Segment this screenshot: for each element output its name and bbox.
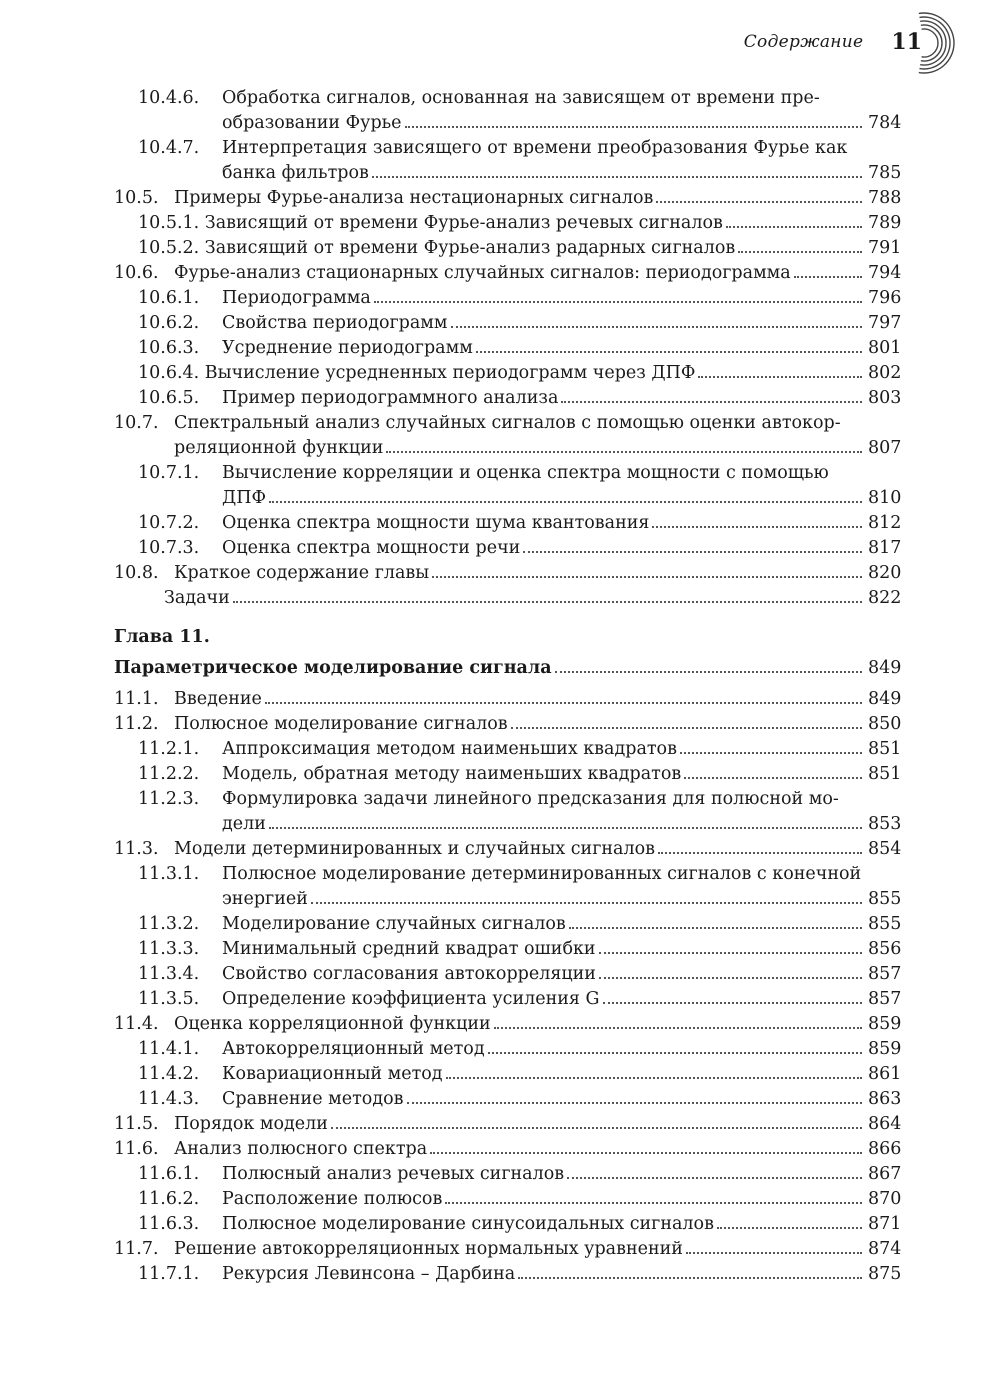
section-number: 11.3.5. xyxy=(138,989,200,1009)
section-title-block xyxy=(222,1212,900,1237)
section-title-block xyxy=(174,186,900,211)
toc-entry xyxy=(114,1237,900,1262)
section-title-text: реляционной функции xyxy=(174,438,384,458)
toc-entry xyxy=(114,1262,900,1287)
section-number: 11.7. xyxy=(114,1239,159,1259)
section-title-line xyxy=(222,962,900,987)
section-title-line xyxy=(222,161,900,186)
toc-entry xyxy=(114,511,900,536)
toc-entry xyxy=(114,912,900,937)
section-title-block xyxy=(174,561,900,586)
toc-entry xyxy=(114,311,900,336)
page-ref: 874 xyxy=(868,1239,902,1259)
section-title-text: Усреднение периодограмм xyxy=(222,338,473,358)
section-title-line xyxy=(174,837,900,862)
section-title-block xyxy=(174,837,900,862)
section-title-text: Сравнение методов xyxy=(222,1089,404,1109)
dot-leader xyxy=(686,1252,862,1254)
page-ref: 812 xyxy=(868,513,902,533)
section-title-line xyxy=(222,536,900,561)
page-ref: 851 xyxy=(868,764,902,784)
section-title-line xyxy=(222,862,900,887)
page-ref: 867 xyxy=(868,1164,902,1184)
section-number: 10.6.2. xyxy=(138,313,200,333)
section-title-text: Свойство согласования автокорреляции xyxy=(222,964,596,984)
section-title-text: Оценка спектра мощности речи xyxy=(222,538,521,558)
section-title-block xyxy=(222,787,900,837)
toc-entry xyxy=(114,762,900,787)
section-title-line xyxy=(222,887,900,912)
toc-entry xyxy=(114,962,900,987)
ring-arc xyxy=(919,13,954,73)
section-title-block xyxy=(174,1112,900,1137)
section-title-line xyxy=(222,286,900,311)
section-title-line xyxy=(222,1162,900,1187)
toc-entry xyxy=(114,1012,900,1037)
dot-leader xyxy=(269,501,862,503)
dot-leader xyxy=(684,777,862,779)
section-number: 11.3.2. xyxy=(138,914,200,934)
page-ref: 788 xyxy=(868,188,902,208)
section-title-text: 10.5.2. Зависящий от времени Фурье-анализ радарных сигналов xyxy=(138,238,736,258)
section-title-block xyxy=(222,1087,900,1112)
page-ref: 849 xyxy=(868,689,902,709)
section-title-text: ДПФ xyxy=(222,488,267,508)
section-title-line xyxy=(222,386,900,411)
section-number: 11.6. xyxy=(114,1139,159,1159)
section-number: 11.3. xyxy=(114,839,159,859)
dot-leader xyxy=(374,301,862,303)
section-title-text: Порядок модели xyxy=(174,1114,328,1134)
section-number: 11.6.3. xyxy=(138,1214,200,1234)
chapter-title: Параметрическое моделирование сигнала xyxy=(114,658,552,678)
section-number: 11.4. xyxy=(114,1014,159,1034)
page-header xyxy=(744,14,922,70)
section-title-block xyxy=(222,762,900,787)
page-ref: 855 xyxy=(868,914,902,934)
section-title-text: энергией xyxy=(222,889,308,909)
section-number: 10.5. xyxy=(114,188,159,208)
dot-leader xyxy=(311,902,862,904)
toc-entry xyxy=(114,787,900,837)
section-title-line xyxy=(174,436,900,461)
section-title-block xyxy=(174,687,900,712)
section-title-block xyxy=(222,737,900,762)
section-title-line xyxy=(138,211,900,236)
section-title-text: Аппроксимация методом наименьших квадратов xyxy=(222,739,677,759)
dot-leader xyxy=(567,1177,862,1179)
section-number: 11.2.3. xyxy=(138,789,200,809)
page-ref: 791 xyxy=(868,238,902,258)
section-title-line xyxy=(222,1087,900,1112)
section-title-line xyxy=(222,86,900,111)
section-title-text: Пример периодограммного анализа xyxy=(222,388,559,408)
section-number: 11.6.1. xyxy=(138,1164,200,1184)
section-title-block xyxy=(222,386,900,411)
dot-leader xyxy=(331,1127,862,1129)
chapter-title-line xyxy=(114,656,900,681)
section-title-line xyxy=(222,336,900,361)
dot-leader xyxy=(269,827,862,829)
section-title-text: 10.5.1. Зависящий от времени Фурье-анализ речевых сигналов xyxy=(138,213,723,233)
page-ref: 802 xyxy=(868,363,902,383)
section-number: 11.6.2. xyxy=(138,1189,200,1209)
section-number: 10.7.1. xyxy=(138,463,200,483)
page-ref: 875 xyxy=(868,1264,902,1284)
toc-entry xyxy=(114,1112,900,1137)
toc-entry xyxy=(114,536,900,561)
dot-leader xyxy=(717,1227,862,1229)
section-title-block xyxy=(222,987,900,1012)
section-number: 11.7.1. xyxy=(138,1264,200,1284)
section-number: 10.6.5. xyxy=(138,388,200,408)
toc-entry xyxy=(114,1162,900,1187)
toc-entry xyxy=(114,411,900,461)
section-title-block xyxy=(174,411,900,461)
dot-leader xyxy=(518,1277,862,1279)
dot-leader xyxy=(405,126,862,128)
section-title-line xyxy=(222,762,900,787)
section-title-line xyxy=(222,1262,900,1287)
section-title-line xyxy=(222,937,900,962)
section-title-text: Полюсное моделирование детерминированных сигналов с конечной xyxy=(222,864,862,884)
section-number: 11.1. xyxy=(114,689,159,709)
page-ref: 851 xyxy=(868,739,902,759)
page-ref: 849 xyxy=(868,658,902,678)
dot-leader xyxy=(599,977,862,979)
dot-leader xyxy=(555,671,862,673)
page-ref: 822 xyxy=(868,588,902,608)
dot-leader xyxy=(407,1102,863,1104)
page-ref: 866 xyxy=(868,1139,902,1159)
section-title-text: Расположение полюсов xyxy=(222,1189,443,1209)
page-ref: 784 xyxy=(868,113,902,133)
section-title-line xyxy=(222,461,900,486)
section-title-text: Минимальный средний квадрат ошибки xyxy=(222,939,596,959)
section-title-text: Примеры Фурье-анализа нестационарных сигналов xyxy=(174,188,654,208)
section-title-line xyxy=(222,486,900,511)
dot-leader xyxy=(738,251,862,253)
dot-leader xyxy=(386,451,862,453)
toc-entry xyxy=(114,1037,900,1062)
section-title-block xyxy=(174,1237,900,1262)
dot-leader xyxy=(599,952,862,954)
toc-entry xyxy=(114,86,900,136)
toc-entry xyxy=(114,987,900,1012)
toc-entry xyxy=(114,862,900,912)
section-number: 10.7. xyxy=(114,413,159,433)
section-title-text: Рекурсия Левинсона – Дарбина xyxy=(222,1264,516,1284)
toc-entry xyxy=(114,261,900,286)
toc-entry xyxy=(114,586,900,611)
section-title-text: Автокорреляционный метод xyxy=(222,1039,485,1059)
section-title-text: Введение xyxy=(174,689,262,709)
section-title-text: Полюсный анализ речевых сигналов xyxy=(222,1164,565,1184)
section-title-block xyxy=(222,1187,900,1212)
page-ref: 859 xyxy=(868,1039,902,1059)
section-title-text: Полюсное моделирование синусоидальных сигналов xyxy=(222,1214,714,1234)
section-title-block xyxy=(222,311,900,336)
section-title-line xyxy=(222,511,900,536)
page-ref: 797 xyxy=(868,313,902,333)
toc-entry xyxy=(114,286,900,311)
section-title-text: Модель, обратная методу наименьших квадратов xyxy=(222,764,682,784)
page-ref: 803 xyxy=(868,388,902,408)
page-ref: 817 xyxy=(868,538,902,558)
page-ref: 863 xyxy=(868,1089,902,1109)
section-title-text: Вычисление корреляции и оценка спектра мощности с помощью xyxy=(222,463,829,483)
toc-entry xyxy=(114,712,900,737)
section-title-line xyxy=(174,411,900,436)
section-number: 10.6.3. xyxy=(138,338,200,358)
section-number: 11.2. xyxy=(114,714,159,734)
section-title-text: Ковариационный метод xyxy=(222,1064,443,1084)
dot-leader xyxy=(603,1002,862,1004)
dot-leader xyxy=(569,927,862,929)
section-title-line xyxy=(222,1062,900,1087)
dot-leader xyxy=(698,376,862,378)
section-title-line xyxy=(222,136,900,161)
section-title-text: Моделирование случайных сигналов xyxy=(222,914,566,934)
section-number: 11.3.3. xyxy=(138,939,200,959)
section-title-line xyxy=(222,311,900,336)
dot-leader xyxy=(432,576,862,578)
section-title-block xyxy=(222,1037,900,1062)
section-title-text: Обработка сигналов, основанная на зависящем от времени пре- xyxy=(222,88,820,108)
section-title-block xyxy=(222,336,900,361)
dot-leader xyxy=(445,1202,862,1204)
page-ref: 859 xyxy=(868,1014,902,1034)
section-title-text: Периодограмма xyxy=(222,288,371,308)
section-number: 11.5. xyxy=(114,1114,159,1134)
section-title-line xyxy=(174,1137,900,1162)
section-number: 10.4.7. xyxy=(138,138,200,158)
section-title-line xyxy=(222,1037,900,1062)
section-title-block xyxy=(222,461,900,511)
toc-entry xyxy=(114,1212,900,1237)
section-title-line xyxy=(174,687,900,712)
toc-entry xyxy=(114,687,900,712)
chapter-label: Глава 11. xyxy=(114,627,210,647)
section-title-line xyxy=(222,1212,900,1237)
toc-entry xyxy=(114,937,900,962)
section-title-text: Спектральный анализ случайных сигналов с помощью оценки автокор- xyxy=(174,413,841,433)
dot-leader xyxy=(372,176,862,178)
section-title-block xyxy=(222,136,900,186)
page-ref: 785 xyxy=(868,163,902,183)
dot-leader xyxy=(476,351,862,353)
section-number: 10.7.2. xyxy=(138,513,200,533)
page-ref: 871 xyxy=(868,1214,902,1234)
section-title-block xyxy=(174,712,900,737)
section-title-line xyxy=(222,737,900,762)
section-title-text: Формулировка задачи линейного предсказания для полюсной мо- xyxy=(222,789,839,809)
section-title-line xyxy=(222,912,900,937)
section-number: 10.6. xyxy=(114,263,159,283)
section-title-line xyxy=(138,236,900,261)
section-title-line xyxy=(174,1112,900,1137)
section-title-block xyxy=(222,962,900,987)
section-title-line xyxy=(174,261,900,286)
section-number: 11.3.1. xyxy=(138,864,200,884)
section-title-block xyxy=(222,1062,900,1087)
section-title-text: Оценка корреляционной функции xyxy=(174,1014,491,1034)
toc-entry xyxy=(114,361,900,386)
section-number: 11.2.1. xyxy=(138,739,200,759)
section-title-block xyxy=(222,86,900,136)
section-title-text: Определение коэффициента усиления G xyxy=(222,989,600,1009)
toc-entry xyxy=(114,236,900,261)
section-title-line xyxy=(174,1237,900,1262)
section-title-text: Краткое содержание главы xyxy=(174,563,430,583)
section-title-line xyxy=(222,787,900,812)
section-title-line xyxy=(222,1187,900,1212)
page-ref: 857 xyxy=(868,989,902,1009)
section-title-line xyxy=(222,987,900,1012)
dot-leader xyxy=(511,727,862,729)
section-title-block xyxy=(222,286,900,311)
page-ref: 864 xyxy=(868,1114,902,1134)
toc-entry xyxy=(114,1137,900,1162)
toc-entry xyxy=(114,386,900,411)
toc-entry xyxy=(114,461,900,511)
section-title-text: Задачи xyxy=(164,588,230,608)
section-title-line xyxy=(174,1012,900,1037)
dot-leader xyxy=(561,401,862,403)
toc-entry xyxy=(114,211,900,236)
page-ref: 794 xyxy=(868,263,902,283)
dot-leader xyxy=(265,702,862,704)
section-title-line xyxy=(164,586,900,611)
toc-entry xyxy=(114,1187,900,1212)
section-title-block xyxy=(174,1137,900,1162)
section-title-text: Модели детерминированных и случайных сигналов xyxy=(174,839,655,859)
section-title-text: Решение автокорреляционных нормальных уравнений xyxy=(174,1239,683,1259)
page-ref: 850 xyxy=(868,714,902,734)
page-number: 11 xyxy=(891,29,922,55)
dot-leader xyxy=(494,1027,862,1029)
section-title-text: банка фильтров xyxy=(222,163,369,183)
chapter-title-row xyxy=(114,656,900,681)
section-title-block xyxy=(222,1162,900,1187)
section-title-block xyxy=(222,862,900,912)
section-title-block xyxy=(222,912,900,937)
dot-leader xyxy=(726,226,862,228)
section-title-text: 10.6.4. Вычисление усредненных периодограмм через ДПФ xyxy=(138,363,696,383)
page-ref: 789 xyxy=(868,213,902,233)
page-ref: 857 xyxy=(868,964,902,984)
table-of-contents xyxy=(114,86,900,1287)
section-title-text: Фурье-анализ стационарных случайных сигналов: периодограмма xyxy=(174,263,791,283)
section-title-line xyxy=(174,186,900,211)
toc-entry xyxy=(114,837,900,862)
dot-leader xyxy=(652,526,862,528)
page-ref: 870 xyxy=(868,1189,902,1209)
section-number: 11.4.3. xyxy=(138,1089,200,1109)
page-ref: 854 xyxy=(868,839,902,859)
section-number: 10.4.6. xyxy=(138,88,200,108)
section-title-line xyxy=(222,111,900,136)
section-number: 11.3.4. xyxy=(138,964,200,984)
section-number: 11.4.1. xyxy=(138,1039,200,1059)
section-title-line xyxy=(138,361,900,386)
section-title-block xyxy=(222,511,900,536)
page-ref: 853 xyxy=(868,814,902,834)
toc-entry xyxy=(114,737,900,762)
dot-leader xyxy=(794,276,862,278)
section-number: 10.8. xyxy=(114,563,159,583)
toc-entry xyxy=(114,1087,900,1112)
dot-leader xyxy=(658,852,862,854)
section-title-text: Свойства периодограмм xyxy=(222,313,448,333)
section-title-line xyxy=(222,812,900,837)
page-ref: 801 xyxy=(868,338,902,358)
section-title-text: Оценка спектра мощности шума квантования xyxy=(222,513,650,533)
section-number: 10.6.1. xyxy=(138,288,200,308)
dot-leader xyxy=(523,551,862,553)
page-ref: 855 xyxy=(868,889,902,909)
section-number: 11.2.2. xyxy=(138,764,200,784)
section-title-text: Анализ полюсного спектра xyxy=(174,1139,428,1159)
section-title-block xyxy=(174,1012,900,1037)
page-ref: 796 xyxy=(868,288,902,308)
section-title-block xyxy=(222,536,900,561)
section-title-text: образовании Фурье xyxy=(222,113,402,133)
running-title: Содержание xyxy=(743,32,864,52)
page-ref: 861 xyxy=(868,1064,902,1084)
dot-leader xyxy=(430,1152,862,1154)
toc-entry xyxy=(114,136,900,186)
toc-entry xyxy=(114,186,900,211)
dot-leader xyxy=(233,601,862,603)
dot-leader xyxy=(446,1077,862,1079)
section-title-block xyxy=(174,261,900,286)
toc-entry xyxy=(114,336,900,361)
section-title-text: Полюсное моделирование сигналов xyxy=(174,714,508,734)
page-ref: 807 xyxy=(868,438,902,458)
toc-entry xyxy=(114,1062,900,1087)
page-ref: 810 xyxy=(868,488,902,508)
section-title-block xyxy=(222,937,900,962)
dot-leader xyxy=(451,326,862,328)
toc-entry xyxy=(114,561,900,586)
section-title-line xyxy=(174,712,900,737)
section-title-line xyxy=(174,561,900,586)
section-title-block xyxy=(222,1262,900,1287)
section-number: 10.7.3. xyxy=(138,538,200,558)
dot-leader xyxy=(656,201,862,203)
page-ref: 820 xyxy=(868,563,902,583)
section-title-text: Интерпретация зависящего от времени преобразования Фурье как xyxy=(222,138,848,158)
ring-arc xyxy=(922,29,938,57)
section-number: 11.4.2. xyxy=(138,1064,200,1084)
page-ref: 856 xyxy=(868,939,902,959)
dot-leader xyxy=(488,1052,862,1054)
dot-leader xyxy=(680,752,862,754)
section-title-text: дели xyxy=(222,814,266,834)
